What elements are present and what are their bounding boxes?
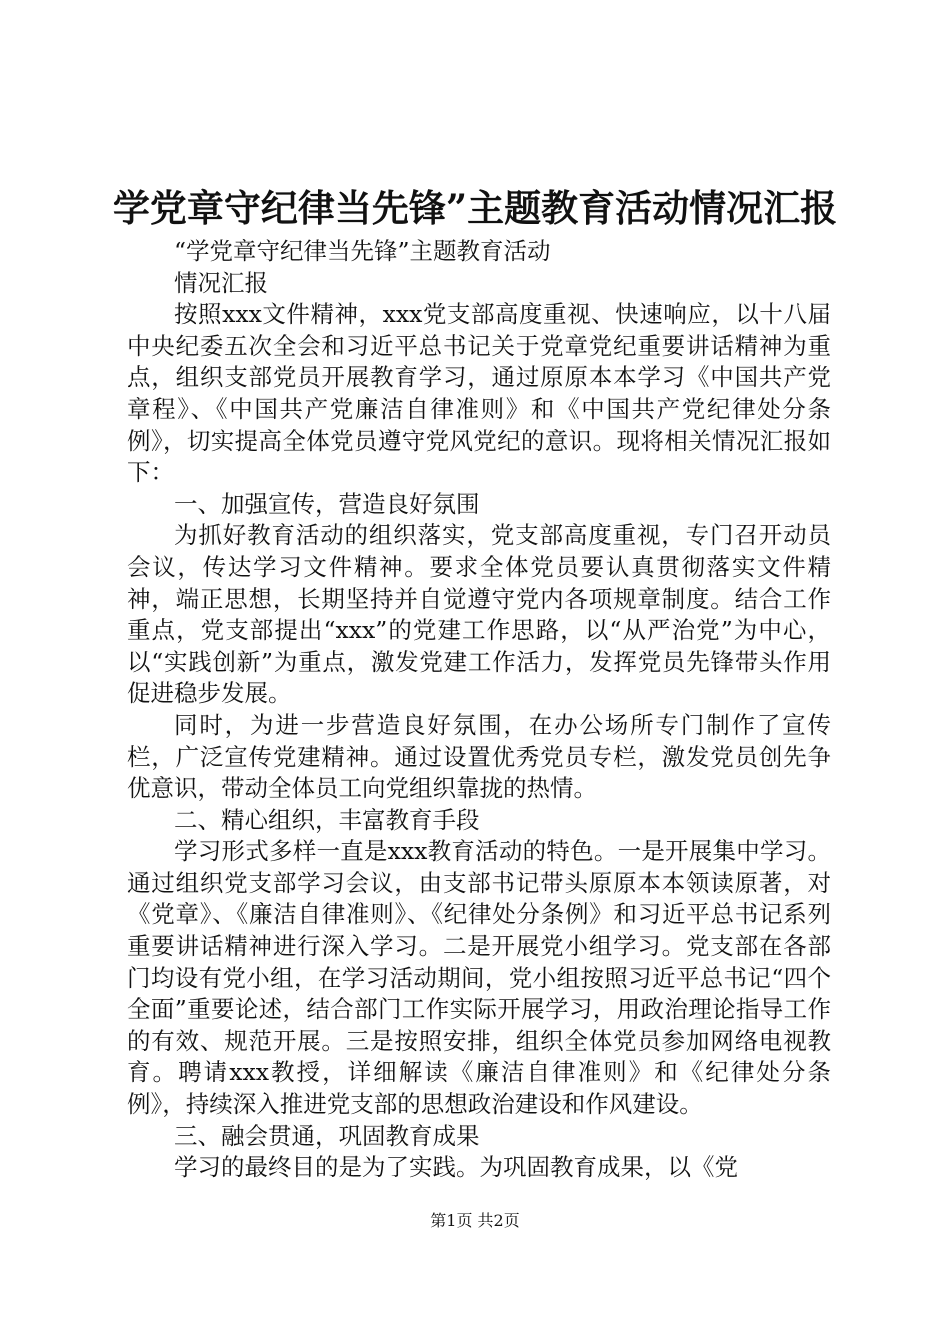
section-1-paragraph-2: 同时，为进一步营造良好氛围，在办公场所专门制作了宣传栏，广泛宣传党建精神。通过设置优秀党员专栏，激发党员创先争优意识，带动全体员工向党组织靠拢的热情。 bbox=[127, 710, 831, 803]
section-3-paragraph-1: 学习的最终目的是为了实践。为巩固教育成果，以《党 bbox=[174, 1153, 738, 1182]
page-footer: 第1页 共2页 bbox=[430, 1211, 520, 1230]
document-body bbox=[127, 236, 831, 1184]
section-1-heading: 一、加强宣传，营造良好氛围 bbox=[174, 489, 480, 518]
section-2-heading: 二、精心组织，丰富教育手段 bbox=[174, 805, 480, 834]
section-3-heading: 三、融会贯通，巩固教育成果 bbox=[174, 1121, 480, 1150]
section-1-paragraph-1: 为抓好教育活动的组织落实，党支部高度重视，专门召开动员会议，传达学习文件精神。要求全体党员要认真贯彻落实文件精神，端正思想，长期坚持并自觉遵守党内各项规章制度。结合工作重点，党支部提出“xxx”的党建工作思路，以“从严治党”为中心，以“实践创新”为重点，激发党建工作活力，发挥党员先锋带头作用促进稳步发展。 bbox=[127, 521, 831, 708]
section-2-paragraph-1: 学习形式多样一直是xxx教育活动的特色。一是开展集中学习。通过组织党支部学习会议，由支部书记带头原原本本领读原著，对《党章》、《廉洁自律准则》、《纪律处分条例》和习近平总书记系列重要讲话精神进行深入学习。二是开展党小组学习。党支部在各部门均设有党小组，在学习活动期间，党小组按照习近平总书记“四个全面”重要论述，结合部门工作实际开展学习，用政治理论指导工作的有效、规范开展。三是按照安排，组织全体党员参加网络电视教育。聘请xxx教授，详细解读《廉洁自律准则》和《纪律处分条例》，持续深入推进党支部的思想政治建设和作风建设。 bbox=[127, 837, 831, 1119]
document-title: 学党章守纪律当先锋”主题教育活动情况汇报 bbox=[112, 186, 838, 230]
subtitle-line-1: “学党章守纪律当先锋”主题教育活动 bbox=[174, 237, 551, 265]
intro-paragraph: 按照xxx文件精神，xxx党支部高度重视、快速响应，以十八届中央纪委五次全会和习近平总书记关于党章党纪重要讲话精神为重点，组织支部党员开展教育学习，通过原原本本学习《中国共产党章程》、《中国共产党廉洁自律准则》和《中国共产党纪律处分条例》，切实提高全体党员遵守党风党纪的意识。现将相关情况汇报如下： bbox=[127, 300, 831, 487]
subtitle-line-2: 情况汇报 bbox=[174, 268, 268, 297]
